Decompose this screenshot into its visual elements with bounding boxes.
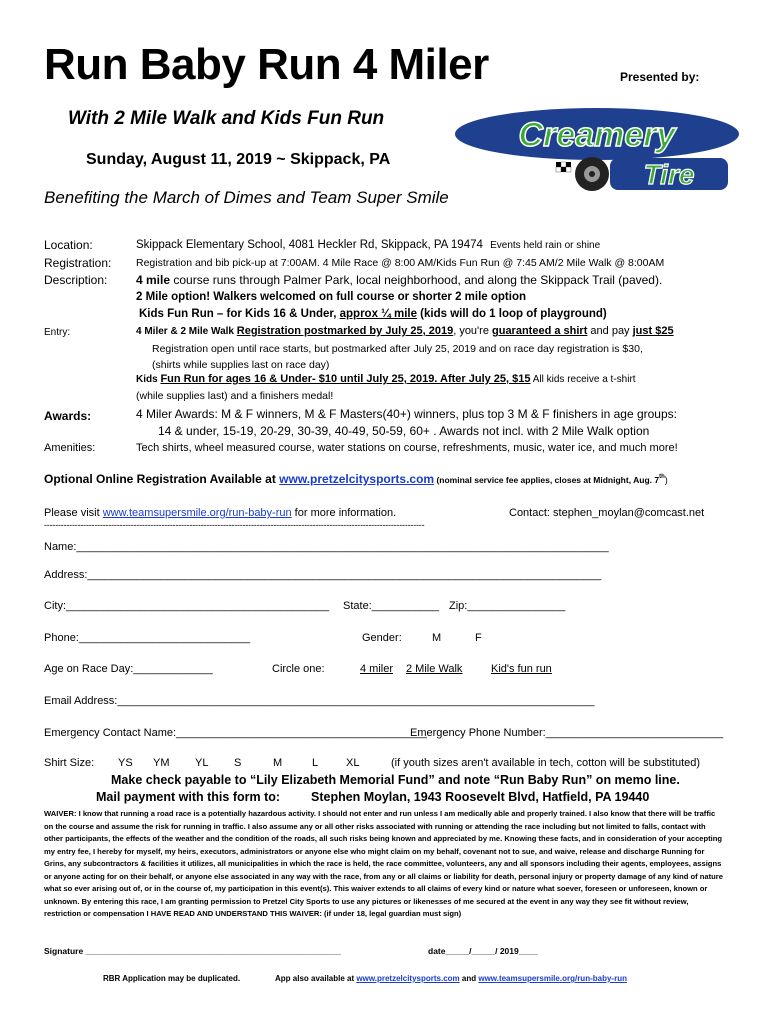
description-label: Description: (44, 273, 108, 287)
waiver-text: WAIVER: I know that running a road race is a potentially hazardous activity. I should not enter and run unless I am medically able and properly trained. I also know that there will be traffic on the course and assume the risk for running in traffic. I also assume any or all other risks associated with running or attending the race including but not limited to falls, contact with other participants, the effects of the weather and the condition of the roads, all such risks being known and appreciated by me. Knowing these facts, and in consideration of your accepting my entry fee, I hereby for myself, my heirs, executors, administrators or anyone else who might claim on my behalf, covenant not to sue, and waive, release and discharge Running for Grins, any subcontractors & facilities it utilizes, all municipalities in which the race is held, the race committee, volunteers, any and all sponsors including their agents, employees, assigns or anyone acting for on their behalf, or anyone else associated in any way with the race, from any or all claims or liability for death, personal injury or property damage of any kind of nature what so ever arising out of, or in the course of, my participation in this event(s). This waiver extends to all claims of every kind or nature what soever, foreseen or unforeseen, known or unknown. By entering this race, I am granting permission to Pretzel City Sports to use any pictures or likenesses of me secured at the event in any way they see fit without review, restriction or compensation I HAVE READ AND UNDERSTAND THIS WAIVER: (if under 18, legal guardian must sign) (44, 809, 723, 918)
gender-f[interactable]: F (475, 632, 482, 644)
description-line-2: 2 Mile option! Walkers welcomed on full course or shorter 2 mile option (136, 291, 526, 303)
pretzelcity-link[interactable]: www.pretzelcitysports.com (279, 472, 435, 486)
entry-line-4c: All kids receive a t-shirt (530, 374, 636, 385)
option-kids-fun-run[interactable]: Kid's fun run (491, 663, 552, 675)
phone-field[interactable]: Phone:____________________________ (44, 632, 251, 644)
entry-line-2: Registration open until race starts, but postmarked after July 25, 2019 and on race day registration is $30, (152, 343, 643, 355)
name-field[interactable]: Name:_______________________________________________________________________________________ (44, 541, 609, 553)
description-line-1: course runs through Palmer Park, local neighborhood, and along the Skippack Trail (paved). (170, 273, 663, 287)
payment-line-2b: Stephen Moylan, 1943 Roosevelt Blvd, Hatfield, PA 19440 (311, 790, 650, 804)
sponsor-logo (452, 106, 742, 196)
entry-line-4b: Fun Run for ages 16 & Under- $10 until July 25, 2019. After July 25, $15 (160, 373, 531, 385)
shirt-size-note: (if youth sizes aren't available in tech, cotton will be substituted) (391, 757, 701, 769)
footer-available-text: App also available at (275, 974, 357, 983)
contact-email: Contact: stephen_moylan@comcast.net (509, 507, 705, 519)
awards-line-2: 14 & under, 15-19, 20-29, 30-39, 40-49, 50-59, 60+ . Awards not incl. with 2 Mile Walk option (158, 424, 650, 438)
benefit-line: Benefiting the March of Dimes and Team Super Smile (44, 188, 449, 207)
description-4mile: 4 mile (136, 273, 171, 287)
footer-teamsupersmile-link[interactable]: www.teamsupersmile.org/run-baby-run (478, 974, 627, 983)
address-field[interactable]: Address:____________________________________________________________________________________ (44, 569, 602, 581)
email-field[interactable]: Email Address:______________________________________________________________________________ (44, 695, 595, 707)
footer-duplicate-note: RBR Application may be duplicated. (103, 974, 241, 983)
shirt-size-l[interactable]: L (312, 757, 319, 769)
location-note: Events held rain or shine (490, 240, 601, 251)
entry-line-1e: and pay (587, 325, 633, 337)
option-2-mile-walk[interactable]: 2 Mile Walk (406, 663, 463, 675)
shirt-size-ym[interactable]: YM (153, 757, 170, 769)
visit-text: Please visit (44, 507, 103, 519)
entry-line-4a: Kids (136, 374, 161, 385)
page-title: Run Baby Run 4 Miler (44, 40, 489, 89)
footer-and-text: and (459, 974, 479, 983)
age-field[interactable]: Age on Race Day:_____________ (44, 663, 213, 675)
shirt-size-s[interactable]: S (234, 757, 242, 769)
description-line-3a: Kids Fun Run – for Kids 16 & Under, (139, 308, 340, 320)
divider: ---------------------------------------------------------------------------------------------------------------------------------------- (44, 520, 425, 530)
city-field[interactable]: City:___________________________________________ (44, 600, 330, 612)
checkered-flag-icon (556, 162, 571, 172)
amenities-label: Amenities: (44, 442, 96, 454)
gender-m[interactable]: M (432, 632, 442, 644)
entry-line-1f: just $25 (632, 325, 674, 337)
online-note-sup: th (659, 474, 665, 480)
sponsor-word-1: Creamery (518, 116, 676, 154)
gender-label: Gender: (362, 632, 402, 644)
shirt-size-label: Shirt Size: (44, 757, 95, 769)
tire-icon (575, 157, 609, 191)
footer-pretzelcity-link[interactable]: www.pretzelcitysports.com (356, 974, 460, 983)
option-4-miler[interactable]: 4 miler (360, 663, 394, 675)
online-note-close: ) (664, 475, 668, 485)
online-registration-text: Optional Online Registration Available at (44, 472, 280, 486)
location-value: Skippack Elementary School, 4081 Heckler Rd, Skippack, PA 19474 (136, 239, 483, 251)
emergency-contact-field[interactable]: Emergency Contact Name:_________________________________________ (44, 727, 427, 739)
date-field[interactable]: date_____/_____/ 2019____ (428, 946, 538, 956)
circle-one-label: Circle one: (272, 663, 325, 675)
entry-line-1d: guaranteed a shirt (492, 325, 588, 337)
description-line-3c: (kids will do 1 loop of playground) (416, 308, 607, 320)
entry-line-1a: 4 Miler & 2 Mile Walk (136, 326, 237, 337)
amenities-value: Tech shirts, wheel measured course, water stations on course, refreshments, music, water ice, and much more! (136, 442, 678, 454)
teamsupersmile-link[interactable]: www.teamsupersmile.org/run-baby-run (102, 507, 292, 519)
zip-field[interactable]: Zip:________________ (449, 600, 566, 612)
entry-label: Entry: (44, 327, 71, 338)
payment-line-2a: Mail payment with this form to: (96, 790, 281, 804)
event-date: Sunday, August 11, 2019 ~ Skippack, PA (86, 151, 391, 168)
presented-by-label: Presented by: (620, 70, 700, 84)
entry-line-1c: , you're (453, 325, 492, 337)
awards-label: Awards: (44, 409, 92, 423)
entry-line-5: (while supplies last) and a finishers medal! (136, 390, 334, 402)
shirt-size-ys[interactable]: YS (118, 757, 133, 769)
shirt-size-m[interactable]: M (273, 757, 283, 769)
visit-tail: for more information. (291, 507, 397, 519)
signature-field[interactable]: Signature ______________________________________________________ (44, 946, 341, 956)
sponsor-word-2: Tire (643, 159, 695, 190)
shirt-size-yl[interactable]: YL (195, 757, 209, 769)
payment-line-1: Make check payable to “Lily Elizabeth Memorial Fund” and note “Run Baby Run” on memo line. (111, 773, 680, 787)
state-field[interactable]: State:___________ (343, 600, 440, 612)
emergency-phone-field[interactable]: Emergency Phone Number:_____________________________ (410, 727, 724, 739)
shirt-size-xl[interactable]: XL (346, 757, 360, 769)
registration-value: Registration and bib pick-up at 7:00AM. 4 Mile Race @ 8:00 AM/Kids Fun Run @ 7:45 AM/2 Mile Walk @ 8:00AM (136, 257, 665, 269)
subtitle: With 2 Mile Walk and Kids Fun Run (68, 108, 385, 129)
entry-line-3: (shirts while supplies last on race day) (152, 359, 330, 371)
entry-line-1b: Registration postmarked by July 25, 2019 (236, 325, 454, 337)
online-note: (nominal service fee applies, closes at Midnight, Aug. 7 (434, 475, 660, 485)
location-label: Location: (44, 238, 93, 252)
description-line-3b: approx ¼ mile (339, 308, 417, 320)
registration-label: Registration: (44, 256, 112, 270)
awards-line-1: 4 Miler Awards: M & F winners, M & F Masters(40+) winners, plus top 3 M & F finishers in age groups: (136, 407, 677, 421)
